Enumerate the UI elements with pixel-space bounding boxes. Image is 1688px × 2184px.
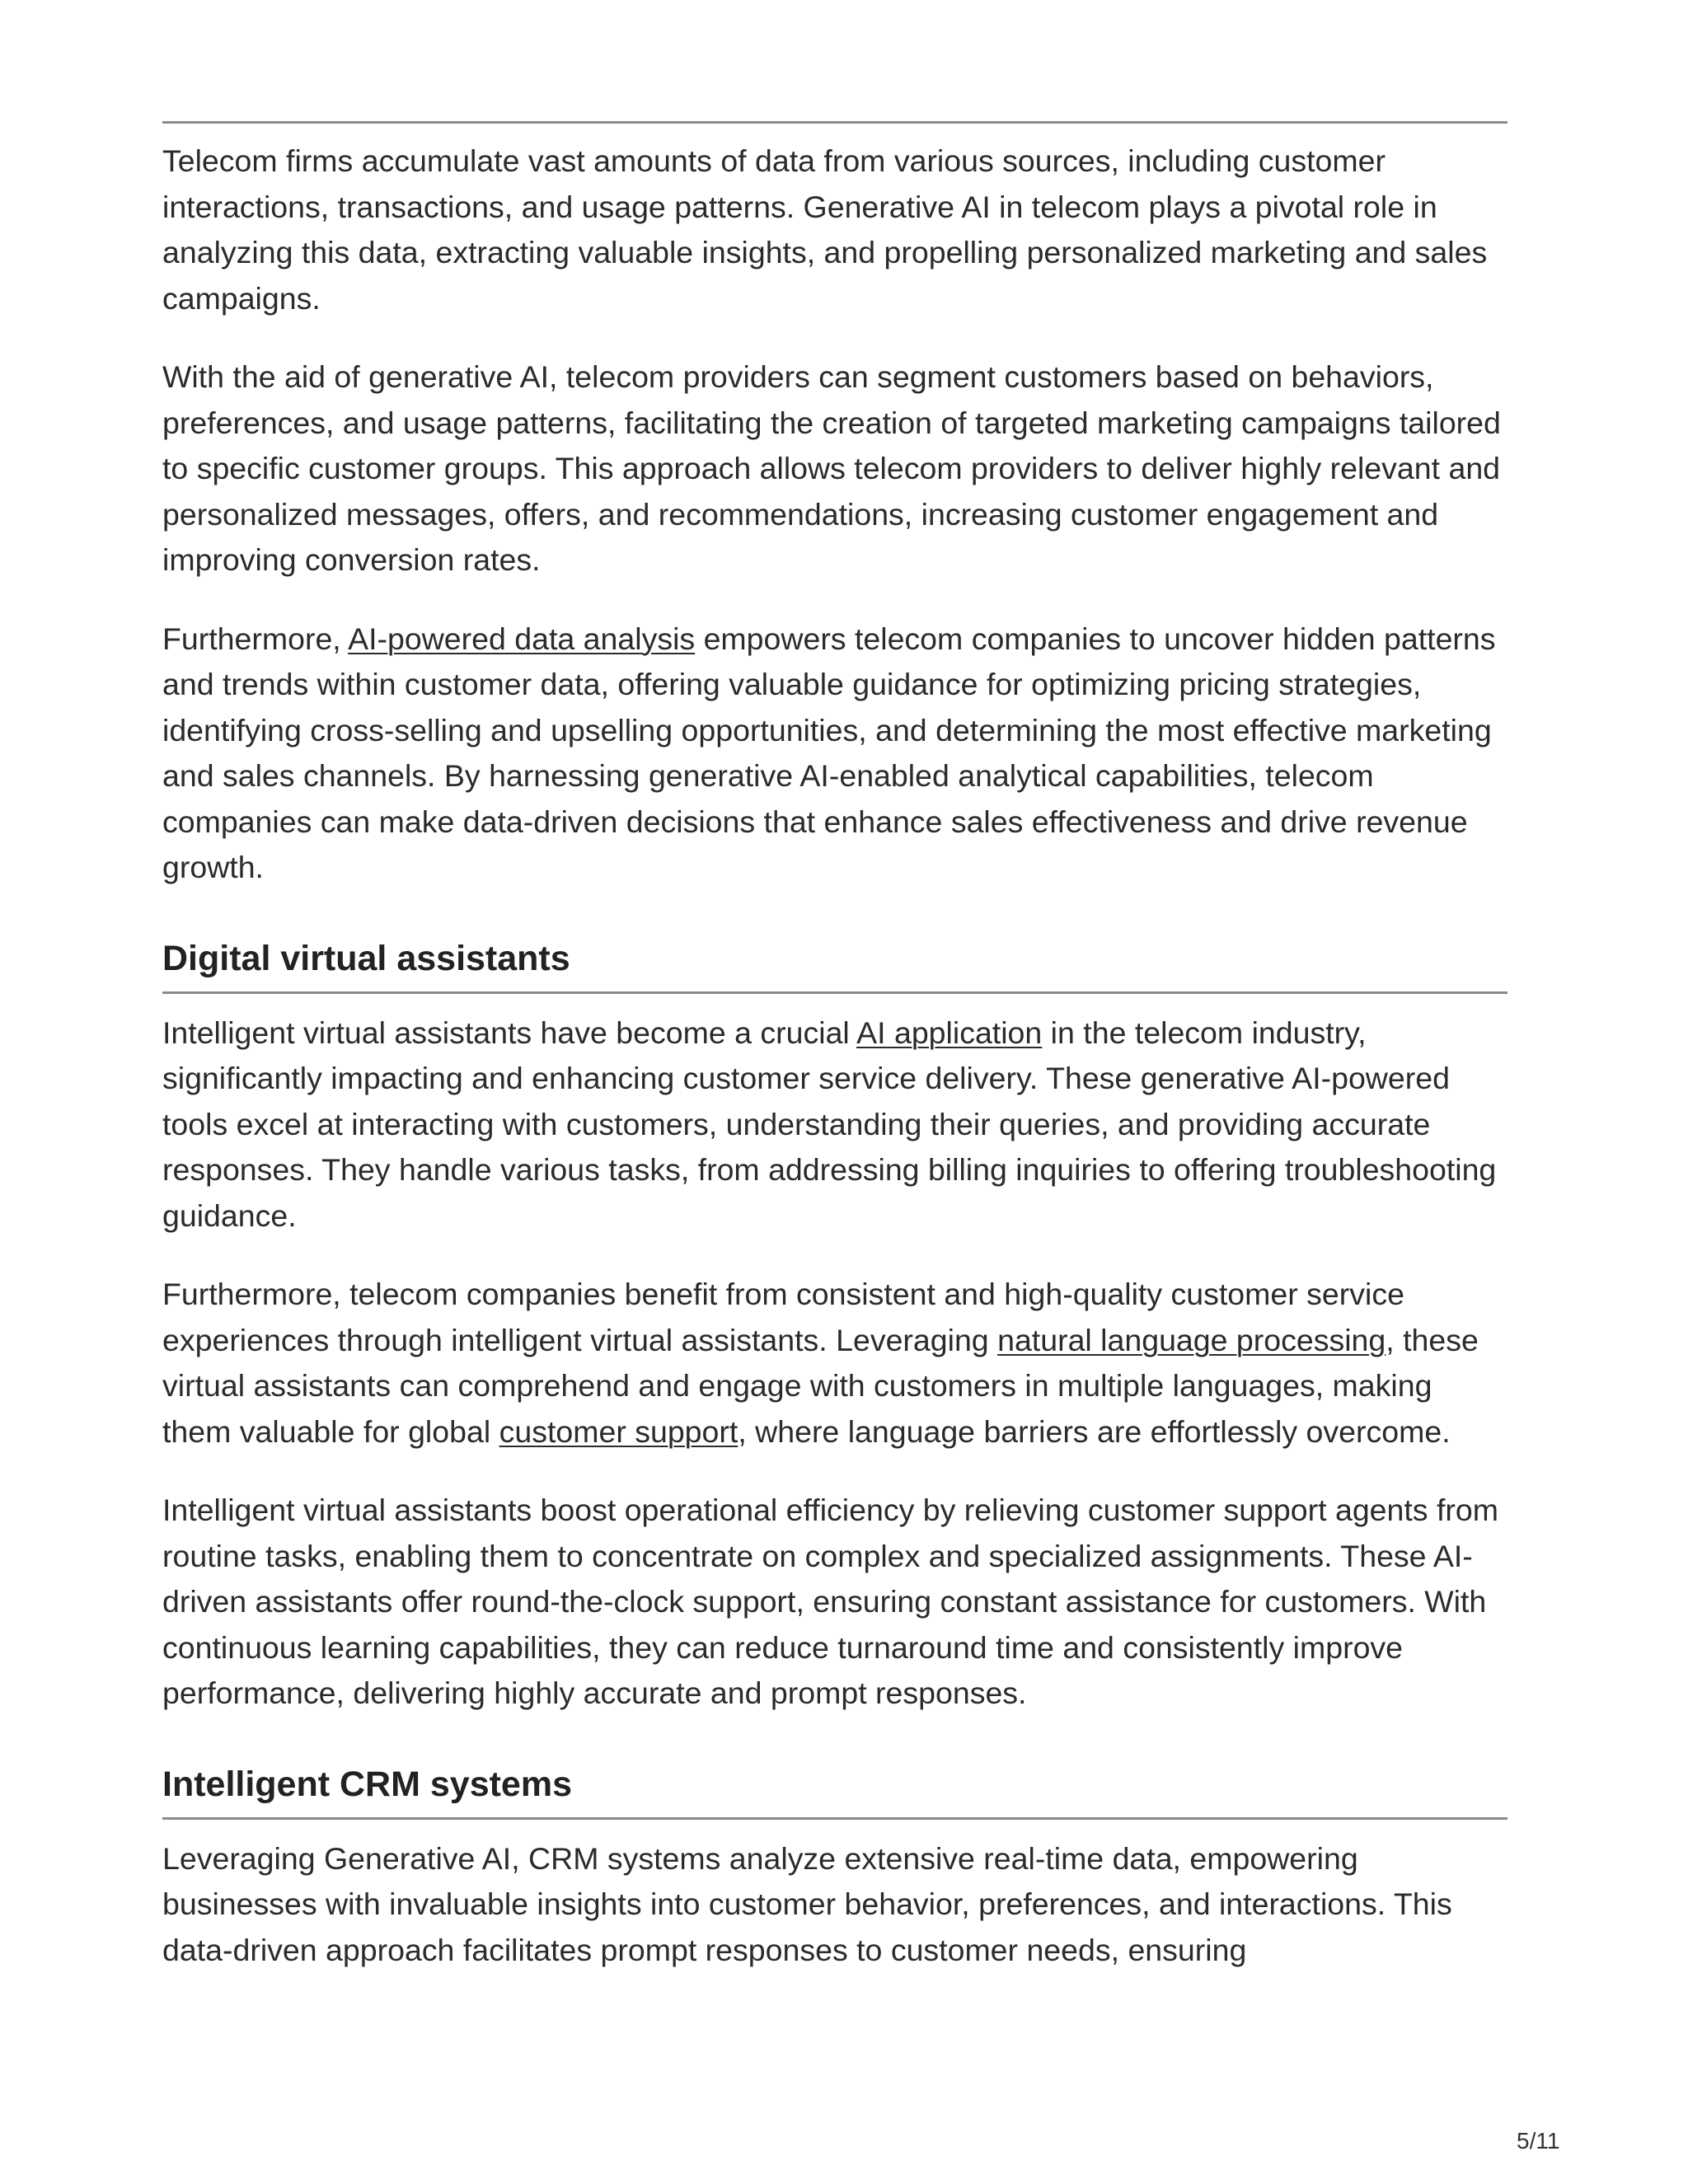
virtual-assistants-paragraph-3: Intelligent virtual assistants boost operational efficiency by relieving customer support agents from routine tasks, enabling them to concentrate on complex and specialized assignments. These AI-driven assistants offer round-the-clock support, ensuring constant assistance for customers. With continuous learning capabilities, they can reduce turnaround time and consistently improve performance, delivering highly accurate and prompt responses. (162, 1493, 1498, 1710)
text-segment: Furthermore, telecom companies benefit from consistent and high-quality customer service experiences through intelligent virtual assistants. Leveraging (162, 1277, 1404, 1357)
virtual-assistants-paragraph-2 (162, 1272, 1507, 1455)
virtual-assistants-paragraph-1 (162, 1010, 1507, 1240)
heading-intelligent-crm-systems: Intelligent CRM systems (162, 1750, 1507, 1820)
intro-paragraph-2: With the aid of generative AI, telecom providers can segment customers based on behaviors, preferences, and usage patterns, facilitating the creation of targeted marketing campaigns tailored to specific customer groups. This approach allows telecom providers to deliver highly relevant and personalized messages, offers, and recommendations, increasing customer engagement and improving conversion rates. (162, 359, 1501, 577)
article-body (162, 138, 1507, 2006)
intro-paragraph-3 (162, 616, 1507, 891)
link-customer-support[interactable]: customer support (499, 1413, 738, 1449)
link-ai-application[interactable]: AI application (856, 1015, 1043, 1050)
top-divider (162, 121, 1507, 124)
text-segment: empowers telecom companies to uncover hidden patterns and trends within customer data, offering valuable guidance for optimizing pricing strategies, identifying cross-selling and upselling opportunities, and determining the most effective marketing and sales channels. By harnessing generative AI-enabled analytical capabilities, telecom companies can make data-driven decisions that enhance sales effectiveness and drive revenue growth. (162, 621, 1496, 884)
heading-digital-virtual-assistants: Digital virtual assistants (162, 924, 1507, 994)
page-number: 5/11 (1517, 2128, 1560, 2154)
link-natural-language-processing[interactable]: natural language processing (997, 1322, 1386, 1357)
text-segment: in the telecom industry, significantly impacting and enhancing customer service delivery. These generative AI-powered tools excel at interacting with customers, understanding their queries, and providing accurate responses. They handle various tasks, from addressing billing inquiries to offering troubleshooting guidance. (162, 1015, 1497, 1233)
link-ai-powered-data-analysis[interactable]: AI-powered data analysis (348, 621, 696, 656)
crm-paragraph-1: Leveraging Generative AI, CRM systems analyze extensive real-time data, empowering businesses with invaluable insights into customer behavior, preferences, and interactions. This data-driven approach facilitates prompt responses to customer needs, ensuring (162, 1840, 1452, 1967)
text-segment: Furthermore, (162, 621, 349, 656)
intro-paragraph-1: Telecom firms accumulate vast amounts of data from various sources, including customer interactions, transactions, and usage patterns. Generative AI in telecom plays a pivotal role in analyzing this data, extracting valuable insights, and propelling personalized marketing and sales campaigns. (162, 143, 1488, 316)
text-segment: , these virtual assistants can comprehend and engage with customers in multiple languages, making them valuable for global (162, 1322, 1479, 1449)
text-segment: , where language barriers are effortlessly overcome. (738, 1413, 1451, 1449)
text-segment: Intelligent virtual assistants have become a crucial (162, 1015, 857, 1050)
